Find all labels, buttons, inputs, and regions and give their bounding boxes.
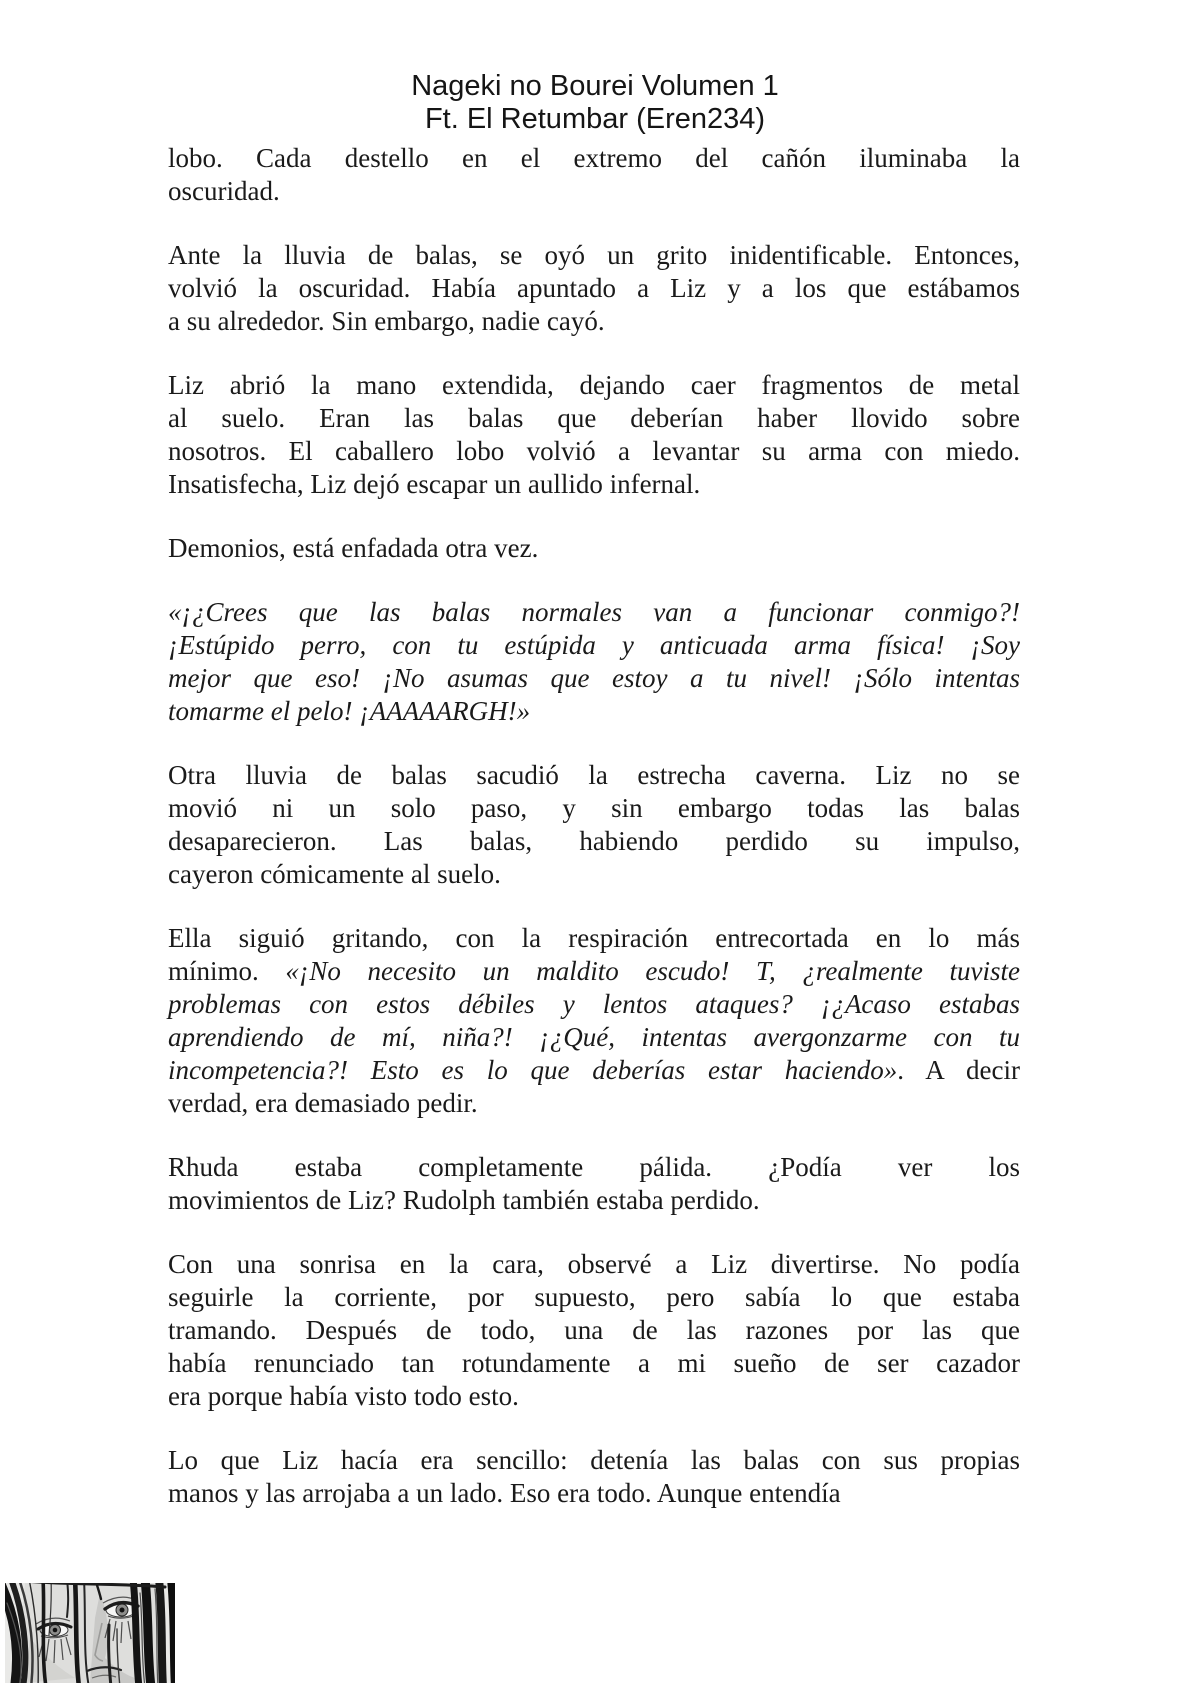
text-line xyxy=(168,1444,1020,1477)
text-run: verdad, era demasiado pedir. xyxy=(168,1088,478,1118)
text-line xyxy=(168,1380,1020,1413)
text-run: Otra lluvia de balas sacudió la estrecha caverna. Liz no se xyxy=(168,760,1020,790)
text-line xyxy=(168,1021,1020,1054)
text-run: Demonios, está enfadada otra vez. xyxy=(168,533,539,563)
text-run: volvió la oscuridad. Había apuntado a Liz y a los que estábamos xyxy=(168,273,1020,303)
text-run: era porque había visto todo esto. xyxy=(168,1381,519,1411)
text-line xyxy=(168,369,1020,402)
paragraph xyxy=(168,922,1020,1120)
text-run: Ella siguió gritando, con la respiración entrecortada en lo más xyxy=(168,923,1020,953)
page-header xyxy=(0,0,1190,136)
text-run: . A decir xyxy=(897,1055,1020,1085)
italic-text-run: «¡No necesito un maldito escudo! T, ¿realmente tuviste xyxy=(285,956,1020,986)
text-run: manos y las arrojaba a un lado. Eso era todo. Aunque entendía xyxy=(168,1478,841,1508)
italic-text-run: problemas con estos débiles y lentos ataques? ¡¿Acaso estabas xyxy=(168,989,1020,1019)
text-line xyxy=(168,1151,1020,1184)
text-line xyxy=(168,955,1020,988)
text-line xyxy=(168,468,1020,501)
text-run: Lo que Liz hacía era sencillo: detenía las balas con sus propias xyxy=(168,1445,1020,1475)
text-line xyxy=(168,1054,1020,1087)
text-run: cayeron cómicamente al suelo. xyxy=(168,859,501,889)
paragraph xyxy=(168,1248,1020,1413)
text-run: oscuridad. xyxy=(168,176,280,206)
text-run: Ante la lluvia de balas, se oyó un grito inidentificable. Entonces, xyxy=(168,240,1020,270)
document-title: Nageki no Bourei Volumen 1 xyxy=(411,70,779,102)
text-line xyxy=(168,305,1020,338)
body-text xyxy=(168,142,1020,1510)
text-line xyxy=(168,1087,1020,1120)
text-run: Rhuda estaba completamente pálida. ¿Podía ver los xyxy=(168,1152,1020,1182)
text-run: Con una sonrisa en la cara, observé a Liz divertirse. No podía xyxy=(168,1249,1020,1279)
text-run: Liz abrió la mano extendida, dejando caer fragmentos de metal xyxy=(168,370,1020,400)
paragraph xyxy=(168,596,1020,728)
paragraph xyxy=(168,759,1020,891)
text-line xyxy=(168,662,1020,695)
paragraph xyxy=(168,369,1020,501)
text-line xyxy=(168,1248,1020,1281)
text-run: nosotros. El caballero lobo volvió a levantar su arma con miedo. xyxy=(168,436,1020,466)
italic-text-run: «¡¿Crees que las balas normales van a funcionar conmigo?! xyxy=(168,597,1020,627)
text-line xyxy=(168,922,1020,955)
paragraph xyxy=(168,1444,1020,1510)
text-line xyxy=(168,1347,1020,1380)
text-line xyxy=(168,629,1020,662)
text-line xyxy=(168,142,1020,175)
italic-text-run: ¡Estúpido perro, con tu estúpida y anticuada arma física! ¡Soy xyxy=(168,630,1020,660)
italic-text-run: aprendiendo de mí, niña?! ¡¿Qué, intentas avergonzarme con tu xyxy=(168,1022,1020,1052)
text-line xyxy=(168,239,1020,272)
text-run: movimientos de Liz? Rudolph también estaba perdido. xyxy=(168,1185,760,1215)
text-line xyxy=(168,858,1020,891)
italic-text-run: mejor que eso! ¡No asumas que estoy a tu nivel! ¡Sólo intentas xyxy=(168,663,1020,693)
manga-face-illustration xyxy=(5,1583,175,1683)
text-line xyxy=(168,532,1020,565)
text-line xyxy=(168,1281,1020,1314)
manga-face-image xyxy=(5,1583,175,1683)
text-line xyxy=(168,1477,1020,1510)
text-line xyxy=(168,792,1020,825)
text-run: lobo. Cada destello en el extremo del cañón iluminaba la xyxy=(168,143,1020,173)
paragraph xyxy=(168,239,1020,338)
text-line xyxy=(168,695,1020,728)
text-line xyxy=(168,596,1020,629)
text-run: desaparecieron. Las balas, habiendo perdido su impulso, xyxy=(168,826,1020,856)
document-subtitle: Ft. El Retumbar (Eren234) xyxy=(424,103,766,135)
text-line xyxy=(168,1314,1020,1347)
text-run: había renunciado tan rotundamente a mi sueño de ser cazador xyxy=(168,1348,1020,1378)
text-line xyxy=(168,759,1020,792)
text-run: tramando. Después de todo, una de las razones por las que xyxy=(168,1315,1020,1345)
paragraph xyxy=(168,1151,1020,1217)
text-line xyxy=(168,1184,1020,1217)
italic-text-run: tomarme el pelo! ¡AAAAARGH!» xyxy=(168,696,531,726)
text-line xyxy=(168,988,1020,1021)
text-run: al suelo. Eran las balas que deberían haber llovido sobre xyxy=(168,403,1020,433)
paragraph xyxy=(168,532,1020,565)
text-run: Insatisfecha, Liz dejó escapar un aullido infernal. xyxy=(168,469,701,499)
text-run: movió ni un solo paso, y sin embargo todas las balas xyxy=(168,793,1020,823)
italic-text-run: incompetencia?! Esto es lo que deberías estar haciendo» xyxy=(168,1055,898,1085)
text-line xyxy=(168,272,1020,305)
text-line xyxy=(168,825,1020,858)
text-line xyxy=(168,175,1020,208)
text-run: mínimo. xyxy=(168,956,286,986)
text-run: a su alrededor. Sin embargo, nadie cayó. xyxy=(168,306,605,336)
text-line xyxy=(168,402,1020,435)
text-run: seguirle la corriente, por supuesto, pero sabía lo que estaba xyxy=(168,1282,1020,1312)
text-line xyxy=(168,435,1020,468)
paragraph xyxy=(168,142,1020,208)
